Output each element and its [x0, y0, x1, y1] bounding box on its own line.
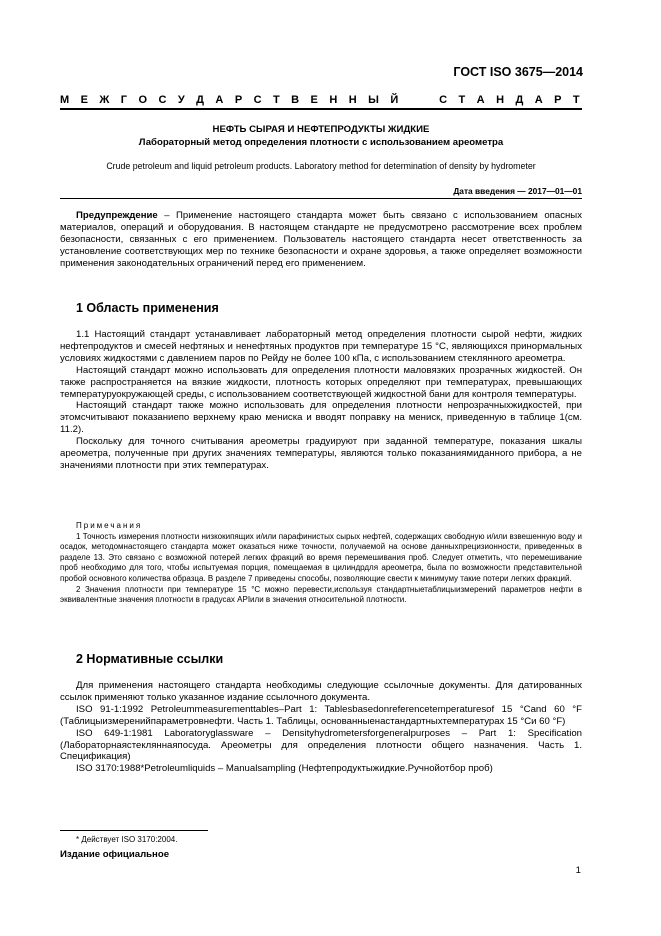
- section-1-body: [60, 329, 582, 472]
- paragraph: Настоящий стандарт можно использовать для определения плотности маловязких прозрачных жидкостей. Он также распространяется на вязкие жидкости, плотность которых определяют при температурах, превышающих температуруокружающей среды, с использованием соответствующей жидкостной бани для контроля температуры.: [60, 364, 582, 400]
- warning-block: [60, 210, 582, 270]
- warning-text: – Применение настоящего стандарта может быть связано с использованием опасных материалов, операций и оборудования. В настоящем стандарте не предусмотрено рассмотрение всех проблем безопасности, связанных с его применением. Пользователь настоящего стандарта несет ответственность за установление соответствующих мер по технике безопасности и охране здоровья, а также определяет возможности применения законодательных ограничений перед его применением.: [60, 210, 582, 269]
- warning-label: Предупреждение: [76, 210, 158, 221]
- notes-label: Примечания: [76, 521, 143, 530]
- banner-letter: Д: [515, 94, 524, 106]
- note-item: 1 Точность измерения плотности низкокипящих и/или парафинистых сырых нефтей, содержащих свободную и/или взвешенную воду и осадок, методомнастоящего стандарта может оказаться ниже точности, получаемой на основе данныхпрецизионности, приведенных в разделе 13. Это связано с возможной потерей легких фракций во время перемешивания проб. Следует отметить, что перемешивание проб необходимо для того, чтобы испытуемая порция, помещаемая в цилиндрдля ареометра, была по возможности представительной пробой основного количества образца. В разделе 7 приведены способы, позволяющие свести к минимуму такие потери легких фракций.: [60, 531, 582, 583]
- banner-letter: А: [534, 94, 543, 106]
- introduction-date: Дата введения — 2017—01—01: [453, 186, 582, 196]
- title-english: Crude petroleum and liquid petroleum products. Laboratory method for determination of density by hydrometer: [106, 161, 536, 171]
- banner-letter: Т: [458, 94, 466, 106]
- banner-letter: Р: [234, 94, 243, 106]
- title-line-2: Лабораторный метод определения плотности с использованием ареометра: [138, 137, 504, 148]
- banner-letter: С: [253, 94, 262, 106]
- banner-letter: У: [177, 94, 185, 106]
- banner-letter: О: [138, 94, 148, 106]
- document-id: ГОСТ ISO 3675—2014: [453, 65, 583, 79]
- paragraph: Поскольку для точного считывания ареометры градуируют при заданной температуре, показания шкалы ареометра, полученные при других значениях температуры, являются только показаниямиданного прибора, а не значениями плотности при этих температурах.: [60, 436, 582, 471]
- note-item: 2 Значения плотности при температуре 15 °С можно перевести,используя стандартныетаблицыизмерений параметров нефти в эквивалентные значения плотности в градусах APIили в значения относительной плотности.: [60, 584, 582, 605]
- reference-item: ISO 3170:1988*Petroleumliquids – Manualsampling (Нефтепродуктыжидкие.Ручнойотбор проб): [76, 763, 493, 775]
- banner-letter: М: [60, 94, 70, 106]
- banner-letter: С: [158, 94, 167, 106]
- banner-letter: Г: [120, 94, 128, 106]
- banner-letter: Д: [196, 94, 204, 106]
- banner-letter: Н: [348, 94, 357, 106]
- banner-letter: Р: [554, 94, 562, 106]
- banner-letter: Ж: [99, 94, 110, 106]
- reference-item: ISO 91-1:1992 Petroleummeasurementtables–Part 1: Tablesbasedonreferencetemperaturesof 15 °Cand 60 °F (Таблицыизмеренийпараметровнефти. Часть 1. Таблицы, основанныенастандартныхтемпературах 15 °Си 60 °F): [60, 703, 582, 727]
- banner-letter: В: [291, 94, 300, 106]
- banner-letter: Ы: [368, 94, 379, 106]
- paragraph: 1.1 Настоящий стандарт устанавливает лабораторный метод определения плотности сырой нефти, жидких нефтепродуктов и смесей нефтяных и ненефтяных продуктов при температуре 15 °С, являющихся принормальных условиях жидкостями с давлением паров по Рейду не более 100 кПа, с использованием стеклянного ареометра.: [60, 329, 582, 364]
- page-number: 1: [575, 865, 581, 876]
- banner-letter: А: [476, 94, 485, 106]
- banner-letter: С: [439, 94, 448, 106]
- banner-letter: Е: [80, 94, 88, 106]
- banner-letter: А: [215, 94, 224, 106]
- banner-letter: Е: [310, 94, 318, 106]
- date-rule: [60, 198, 582, 199]
- banner-letter: Й: [390, 94, 399, 106]
- banner-letter: Т: [572, 94, 580, 106]
- title-line-1: НЕФТЬ СЫРАЯ И НЕФТЕПРОДУКТЫ ЖИДКИЕ: [212, 124, 430, 135]
- banner-letter: Н: [496, 94, 505, 106]
- edition-label: Издание официальное: [60, 849, 170, 860]
- paragraph: Для применения настоящего стандарта необходимы следующие ссылочные документы. Для датированных ссылок применяют только указанное издание ссылочного документа.: [60, 680, 582, 703]
- section-1-heading: 1 Область применения: [76, 301, 219, 315]
- standard-banner: [60, 94, 580, 106]
- notes-block: [60, 521, 582, 606]
- reference-item: ISO 649-1:1981 Laboratoryglassware – Densityhydrometersforgeneralpurposes – Part 1: Specification (Лабораторнаястекляннаяпосуда. Ареометры для определения плотности общего назначения. Часть 1. Спецификация): [60, 727, 582, 763]
- banner-letter: Т: [272, 94, 280, 106]
- banner-letter: Н: [329, 94, 338, 106]
- section-2-heading: 2 Нормативные ссылки: [76, 652, 224, 666]
- footnote-rule: [60, 830, 208, 831]
- banner-gap: [410, 94, 428, 106]
- footnote: * Действует ISO 3170:2004.: [76, 835, 178, 844]
- paragraph: Настоящий стандарт также можно использовать для определения плотности непрозрачныхжидкостей, при этомсчитывают показаниепо верхнему краю мениска и вводят поправку на мениск, приведенную в таблице 1(см. 11.2).: [60, 400, 582, 436]
- banner-rule: [60, 108, 582, 110]
- section-2-body: [60, 680, 582, 775]
